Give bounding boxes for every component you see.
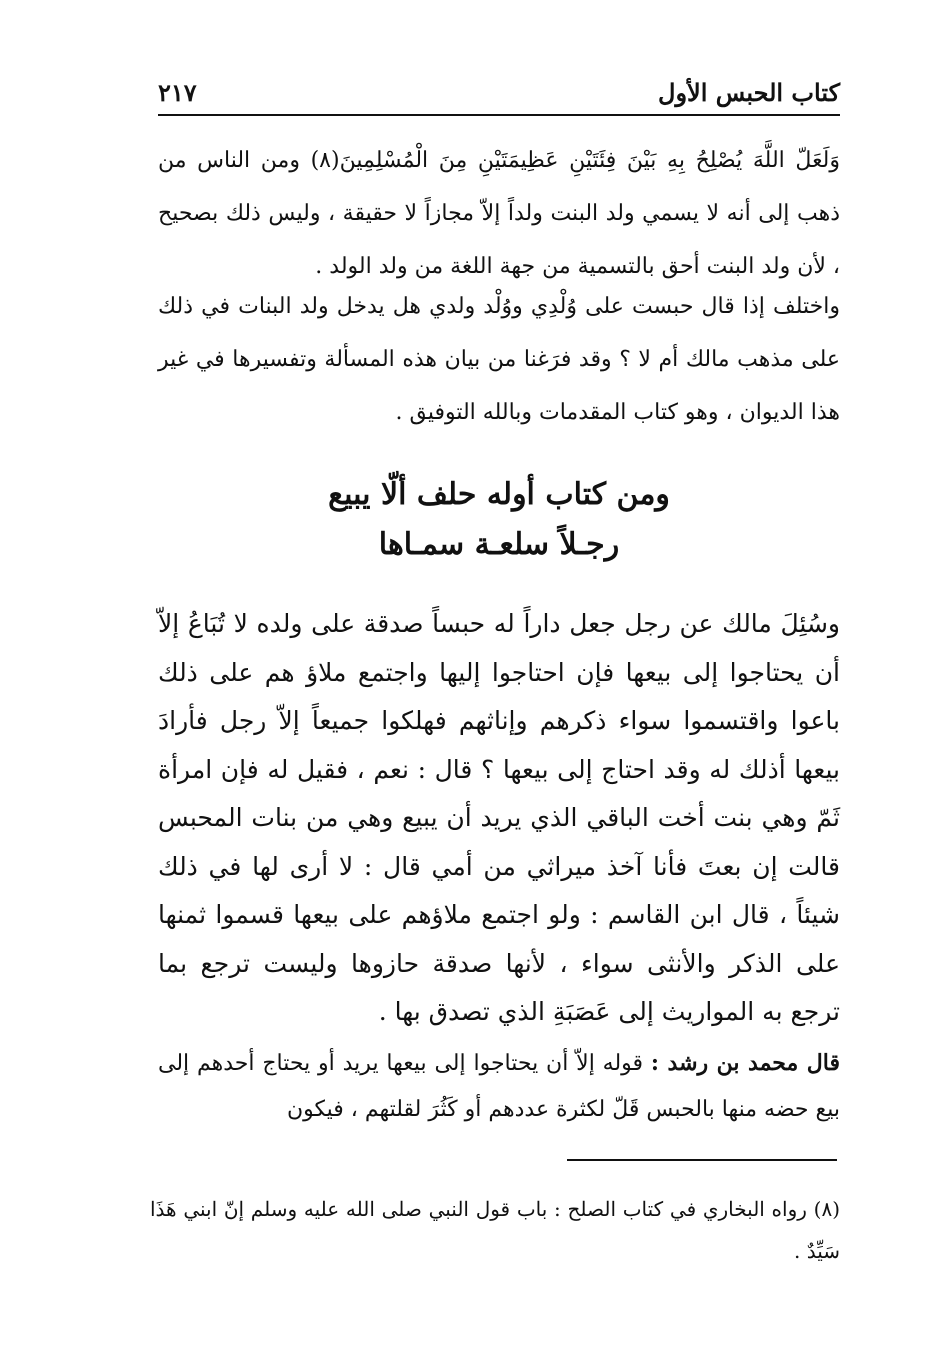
- running-title: كتاب الحبس الأول: [658, 78, 840, 107]
- paragraph-continuation: وَلَعَلّ اللَّهَ يُصْلِحُ بِهِ بَيْنَ فِئَتَيْنِ عَظِيمَتَيْنِ مِنَ الْمُسْلِمِينَ(٨) ومن الناس من ذهب إلى أنه لا يسمي ولد البنت ولداً إلاّ مجازاً لا حقيقة ، وليس ذلك بصحيح ، لأن ولد البنت أحق بالتسمية من جهة اللغة من ولد الولد .: [158, 148, 841, 279]
- chapter-heading-line-1: ومن كتاب أوله حلف ألّا يبيع: [328, 477, 670, 512]
- footnote-divider: [567, 1159, 837, 1161]
- commentary-text: قوله إلاّ أن يحتاجوا إلى بيعها يريد أو يحتاج أحدهم إلى بيع حضه منها بالحبس قَلّ لكثرة عددهم أو كَثُرَ لقلتهم ، فيكون: [158, 1051, 840, 1122]
- question-paragraph: وسُئِلَ مالك عن رجل جعل داراً له حبساً صدقة على ولده لا تُبَاعُ إلاّ أن يحتاجوا إلى بيعها فإن احتاجوا إليها واجتمع ملاؤ هم على ذلك باعوا واقتسموا سواء ذكرهم وإناثهم فهلكوا جميعاً إلاّ رجل فأرادَ بيعها أذلك له وقد احتاج إلى بيعها ؟ قال : نعم ، فقيل له فإن امرأة ثَمّ وهي بنت أخت الباقي الذي يريد أن يبيع وهي من بنات المحبس قالت إن بعتَ فأنا آخذ ميراثي من أمي قال : لا أرى لها في ذلك شيئاً ، قال ابن القاسم : ولو اجتمع ملاؤهم على بيعها قسموا ثمنها على الذكر والأنثى سواء ، لأنها صدقة حازوها وليست ترجع بما ترجع به المواريث إلى عَصَبَةِ الذي تصدق بها .: [158, 609, 840, 1026]
- commentary-lead: قال محمد بن رشد :: [650, 1050, 840, 1076]
- page-number: ٢١٧: [158, 78, 197, 107]
- chapter-heading-line-2: رجـلاً سلعـة سمـاها: [378, 527, 620, 562]
- commentary-paragraph: [158, 1040, 840, 1133]
- chapter-heading: [158, 470, 840, 570]
- page-header: [158, 70, 840, 116]
- footnote: (٨) رواه البخاري في كتاب الصلح : باب قول النبي صلى الله عليه وسلم إنّ ابني هَذَا سَيِّدٌ .: [150, 1197, 840, 1263]
- paragraph-descendants: واختلف إذا قال حبست على وُلْدِي ووُلْد ولدي هل يدخل ولد البنات في ذلك على مذهب مالك أم لا ؟ وقد فرَغنا من بيان هذه المسألة وتفسيرها في غير هذا الديوان ، وهو كتاب المقدمات وبالله التوفيق .: [158, 294, 840, 425]
